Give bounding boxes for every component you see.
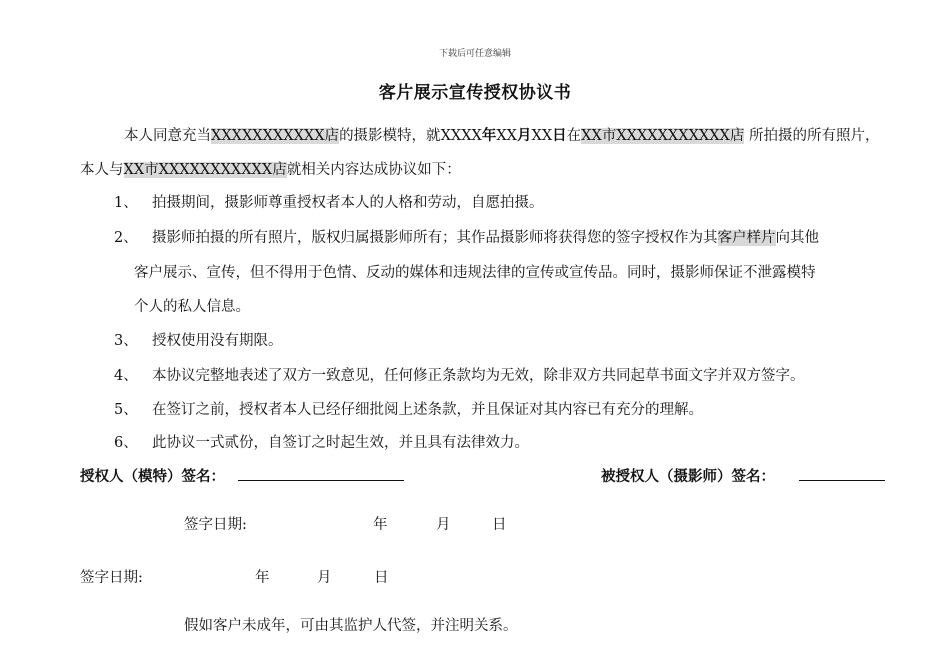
clause-text: 拍摄期间，摄影师尊重授权者本人的人格和劳动，自愿拍摄。 (152, 195, 544, 211)
clause-text-part: 摄影师拍摄的所有照片，版权归属摄影师所有；其作品摄影师将获得您的签字授权作为其 (152, 230, 718, 246)
clause-text: 此协议一式贰份，自签订之时起生效，并且具有法律效力。 (152, 435, 529, 451)
document-title: 客片展示宣传授权协议书 (378, 83, 572, 103)
year-char: 年 (255, 570, 270, 586)
year-unit: 年 (481, 128, 497, 144)
location-highlight: XX市XXXXXXXXXXX店 (581, 128, 745, 144)
clause-number: 6、 (114, 435, 138, 451)
year-placeholder: XXXX (440, 128, 482, 144)
clause-number: 3、 (114, 333, 138, 349)
model-signature-label: 授权人（模特）签名： (80, 469, 225, 485)
intro-text: 在 (566, 128, 582, 144)
signature-date-row (0, 566, 950, 586)
intro-text: 所拍摄的所有照片， (748, 128, 880, 144)
date-label: 签字日期: (80, 570, 143, 586)
clause-text: 本协议完整地表述了双方一致意见，任何修正条款均为无效，除非双方共同起草书面文字并双方签字。 (152, 368, 805, 384)
intro-text: 本人与 (80, 162, 124, 178)
clause-number: 1、 (114, 195, 138, 211)
clause-text (152, 226, 819, 247)
clause-number: 2、 (114, 230, 138, 246)
header-note: 下载后可任意编辑 (438, 49, 511, 59)
month-unit: 月 (517, 128, 532, 144)
day-unit: 日 (552, 128, 567, 144)
year-char: 年 (373, 517, 388, 533)
photographer-signature-line[interactable] (799, 480, 885, 481)
month-placeholder: XX (496, 128, 518, 144)
day-placeholder: XX (531, 128, 553, 144)
photographer-signature-label: 被授权人（摄影师）签名： (601, 469, 775, 485)
day-char: 日 (374, 570, 389, 586)
clause-text: 授权使用没有期限。 (152, 333, 283, 349)
location-highlight: XX市XXXXXXXXXXX店 (123, 162, 287, 178)
clause-number: 5、 (114, 402, 138, 418)
month-char: 月 (317, 570, 332, 586)
intro-line-2 (80, 158, 461, 179)
intro-line-1 (124, 124, 879, 145)
clause-text: 在签订之前，授权者本人已经仔细批阅上述条款，并且保证对其内容已有充分的理解。 (152, 402, 703, 418)
signature-date-row (0, 513, 950, 533)
store-name-highlight: XXXXXXXXXXX店 (211, 128, 340, 144)
clause-number: 4、 (114, 368, 138, 384)
clause-text-continued: 客户展示、宣传，但不得用于色情、反动的媒体和违规法律的宣传或宣传品。同时，摄影师保证不泄露模特 (134, 265, 816, 281)
month-char: 月 (436, 517, 451, 533)
clause-text-part: 向其他 (775, 230, 819, 246)
intro-text: 的摄影模特，就 (339, 128, 441, 144)
intro-text: 本人同意充当 (124, 128, 211, 144)
date-label: 签字日期: (184, 517, 247, 533)
clause-text-continued: 个人的私人信息。 (134, 299, 250, 315)
intro-text: 就相关内容达成协议如下： (286, 162, 461, 178)
sample-highlight: 客户样片 (717, 230, 776, 246)
day-char: 日 (492, 517, 507, 533)
footer-note: 假如客户未成年，可由其监护人代签，并注明关系。 (184, 618, 518, 634)
model-signature-line[interactable] (238, 480, 404, 481)
